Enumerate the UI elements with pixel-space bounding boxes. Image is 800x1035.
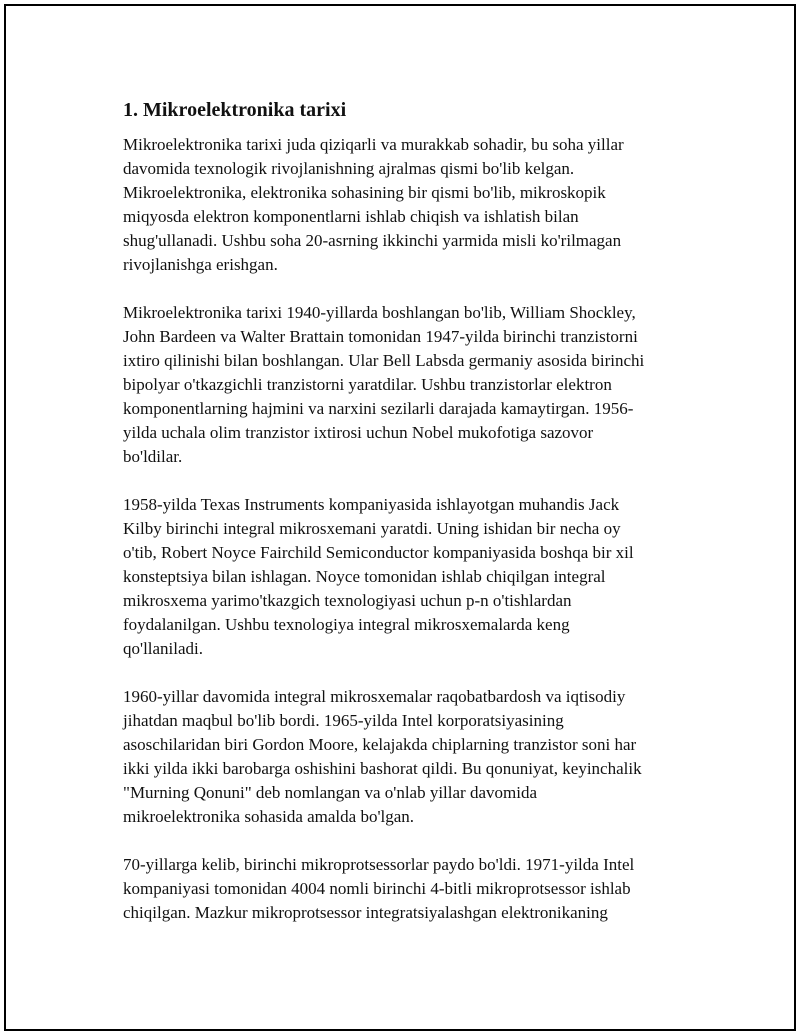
paragraph-line: rivojlanishga erishgan. [123, 255, 278, 274]
paragraph-4 [123, 685, 709, 829]
page-frame [4, 4, 796, 1031]
paragraph-line: qo'llaniladi. [123, 639, 204, 658]
paragraph-line: ikki yilda ikki barobarga oshishini bashorat qildi. Bu qonuniyat, keyinchalik [123, 759, 642, 778]
paragraph-line: bipolyar o'tkazgichli tranzistorni yaratdilar. Ushbu tranzistorlar elektron [123, 375, 612, 394]
section-heading: 1. Mikroelektronika tarixi [123, 99, 347, 121]
paragraph-3 [123, 493, 709, 661]
paragraph-line: Mikroelektronika tarixi juda qiziqarli va murakkab sohadir, bu soha yillar [123, 135, 624, 154]
paragraph-line: komponentlarning hajmini va narxini sezilarli darajada kamaytirgan. 1956- [123, 399, 634, 418]
paragraph-line: shug'ullanadi. Ushbu soha 20-asrning ikkinchi yarmida misli ko'rilmagan [123, 231, 622, 250]
paragraph-line: bo'ldilar. [123, 447, 183, 466]
paragraph-line: davomida texnologik rivojlanishning ajralmas qismi bo'lib kelgan. [123, 159, 575, 178]
paragraph-line: foydalanilgan. Ushbu texnologiya integral mikrosxemalarda keng [123, 615, 570, 634]
paragraph-2 [123, 301, 709, 469]
paragraph-1 [123, 133, 709, 277]
paragraph-line: miqyosda elektron komponentlarni ishlab chiqish va ishlatish bilan [123, 207, 579, 226]
paragraph-line: 1958-yilda Texas Instruments kompaniyasida ishlayotgan muhandis Jack [123, 495, 620, 514]
paragraph-line: yilda uchala olim tranzistor ixtirosi uchun Nobel mukofotiga sazovor [123, 423, 594, 442]
paragraph-line: ixtiro qilinishi bilan boshlangan. Ular Bell Labsda germaniy asosida birinchi [123, 351, 645, 370]
paragraph-line: o'tib, Robert Noyce Fairchild Semiconductor kompaniyasida boshqa bir xil [123, 543, 634, 562]
paragraph-line: kompaniyasi tomonidan 4004 nomli birinchi 4-bitli mikroprotsessor ishlab [123, 879, 631, 898]
paragraph-5 [123, 853, 709, 925]
paragraph-line: Mikroelektronika tarixi 1940-yillarda boshlangan bo'lib, William Shockley, [123, 303, 636, 322]
paragraph-line: Kilby birinchi integral mikrosxemani yaratdi. Uning ishidan bir necha oy [123, 519, 621, 538]
paragraph-line: "Murning Qonuni" deb nomlangan va o'nlab yillar davomida [123, 783, 538, 802]
paragraph-line: Mikroelektronika, elektronika sohasining bir qismi bo'lib, mikroskopik [123, 183, 606, 202]
paragraph-line: asoschilaridan biri Gordon Moore, kelajakda chiplarning tranzistor soni har [123, 735, 637, 754]
paragraph-line: 1960-yillar davomida integral mikrosxemalar raqobatbardosh va iqtisodiy [123, 687, 626, 706]
paragraph-line: mikrosxema yarimo'tkazgich texnologiyasi uchun p-n o'tishlardan [123, 591, 572, 610]
paragraph-line: konsteptsiya bilan ishlagan. Noyce tomonidan ishlab chiqilgan integral [123, 567, 606, 586]
paragraph-line: John Bardeen va Walter Brattain tomonidan 1947-yilda birinchi tranzistorni [123, 327, 638, 346]
paragraph-line: chiqilgan. Mazkur mikroprotsessor integratsiyalashgan elektronikaning [123, 903, 608, 922]
paragraph-line: mikroelektronika sohasida amalda bo'lgan. [123, 807, 415, 826]
paragraph-line: jihatdan maqbul bo'lib bordi. 1965-yilda Intel korporatsiyasining [123, 711, 564, 730]
document-body [119, 96, 709, 949]
paragraph-line: 70-yillarga kelib, birinchi mikroprotsessorlar paydo bo'ldi. 1971-yilda Intel [123, 855, 635, 874]
